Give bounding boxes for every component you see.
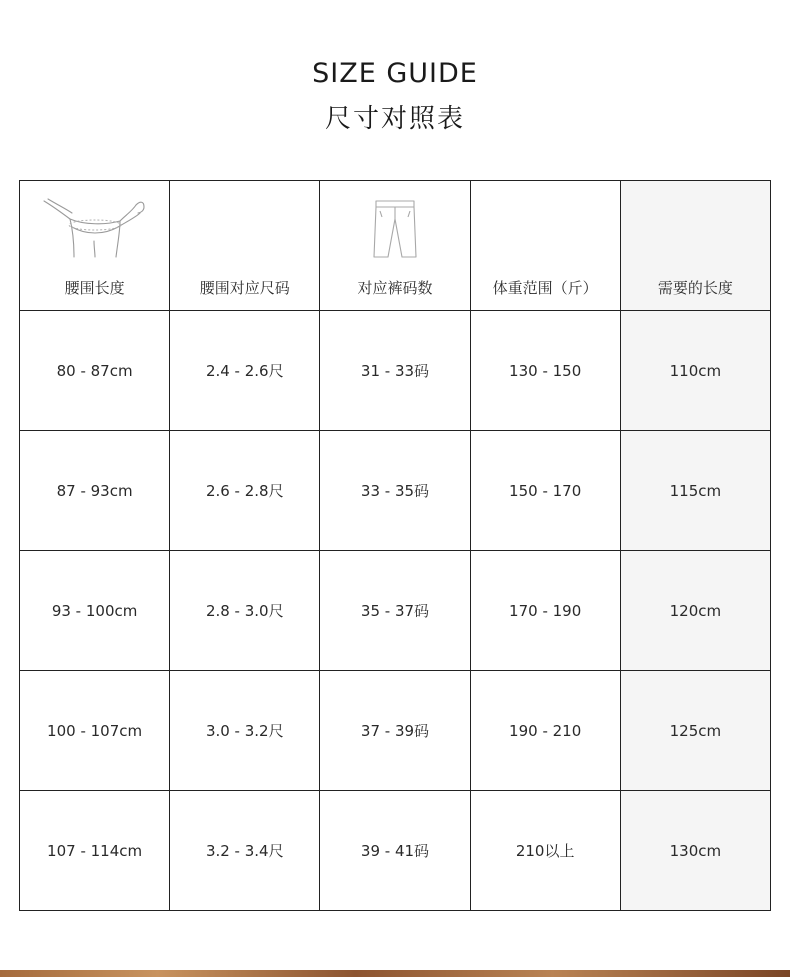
cell-required-length: 120cm <box>620 551 770 671</box>
cell-trouser-size: 37 - 39码 <box>320 671 470 791</box>
decorative-bottom-strip <box>0 970 790 977</box>
cell-weight-range: 130 - 150 <box>470 311 620 431</box>
cell-trouser-size: 33 - 35码 <box>320 431 470 551</box>
table-row <box>20 671 771 791</box>
cell-weight-range: 190 - 210 <box>470 671 620 791</box>
cell-required-length: 125cm <box>620 671 770 791</box>
header-label: 对应裤码数 <box>357 279 433 297</box>
cell-weight-range: 170 - 190 <box>470 551 620 671</box>
table-row <box>20 431 771 551</box>
cell-waist-length: 100 - 107cm <box>20 671 170 791</box>
header-required-length <box>620 181 770 311</box>
cell-waist-size: 2.6 - 2.8尺 <box>170 431 320 551</box>
page-title-chinese: 尺寸对照表 <box>324 104 465 134</box>
header-label: 体重范围（斤） <box>492 279 598 297</box>
cell-waist-size: 2.4 - 2.6尺 <box>170 311 320 431</box>
waist-measure-icon <box>20 197 169 261</box>
header-waist-length <box>20 181 170 311</box>
cell-trouser-size: 39 - 41码 <box>320 791 470 911</box>
table-row <box>20 311 771 431</box>
header-label: 需要的长度 <box>657 279 733 297</box>
cell-waist-length: 87 - 93cm <box>20 431 170 551</box>
cell-weight-range: 210以上 <box>470 791 620 911</box>
header-weight-range <box>470 181 620 311</box>
cell-waist-size: 3.0 - 3.2尺 <box>170 671 320 791</box>
trousers-icon <box>320 197 469 261</box>
cell-waist-size: 2.8 - 3.0尺 <box>170 551 320 671</box>
page-title-english: SIZE GUIDE <box>312 58 478 89</box>
header-label: 腰围长度 <box>64 279 125 297</box>
table-row <box>20 791 771 911</box>
size-guide-table <box>19 180 771 911</box>
cell-weight-range: 150 - 170 <box>470 431 620 551</box>
cell-trouser-size: 31 - 33码 <box>320 311 470 431</box>
cell-waist-length: 93 - 100cm <box>20 551 170 671</box>
cell-required-length: 115cm <box>620 431 770 551</box>
table-header-row <box>20 181 771 311</box>
cell-required-length: 110cm <box>620 311 770 431</box>
cell-required-length: 130cm <box>620 791 770 911</box>
cell-waist-length: 80 - 87cm <box>20 311 170 431</box>
cell-waist-size: 3.2 - 3.4尺 <box>170 791 320 911</box>
table-row <box>20 551 771 671</box>
header-waist-size <box>170 181 320 311</box>
header-trouser-size <box>320 181 470 311</box>
cell-waist-length: 107 - 114cm <box>20 791 170 911</box>
header-label: 腰围对应尺码 <box>199 279 290 297</box>
cell-trouser-size: 35 - 37码 <box>320 551 470 671</box>
